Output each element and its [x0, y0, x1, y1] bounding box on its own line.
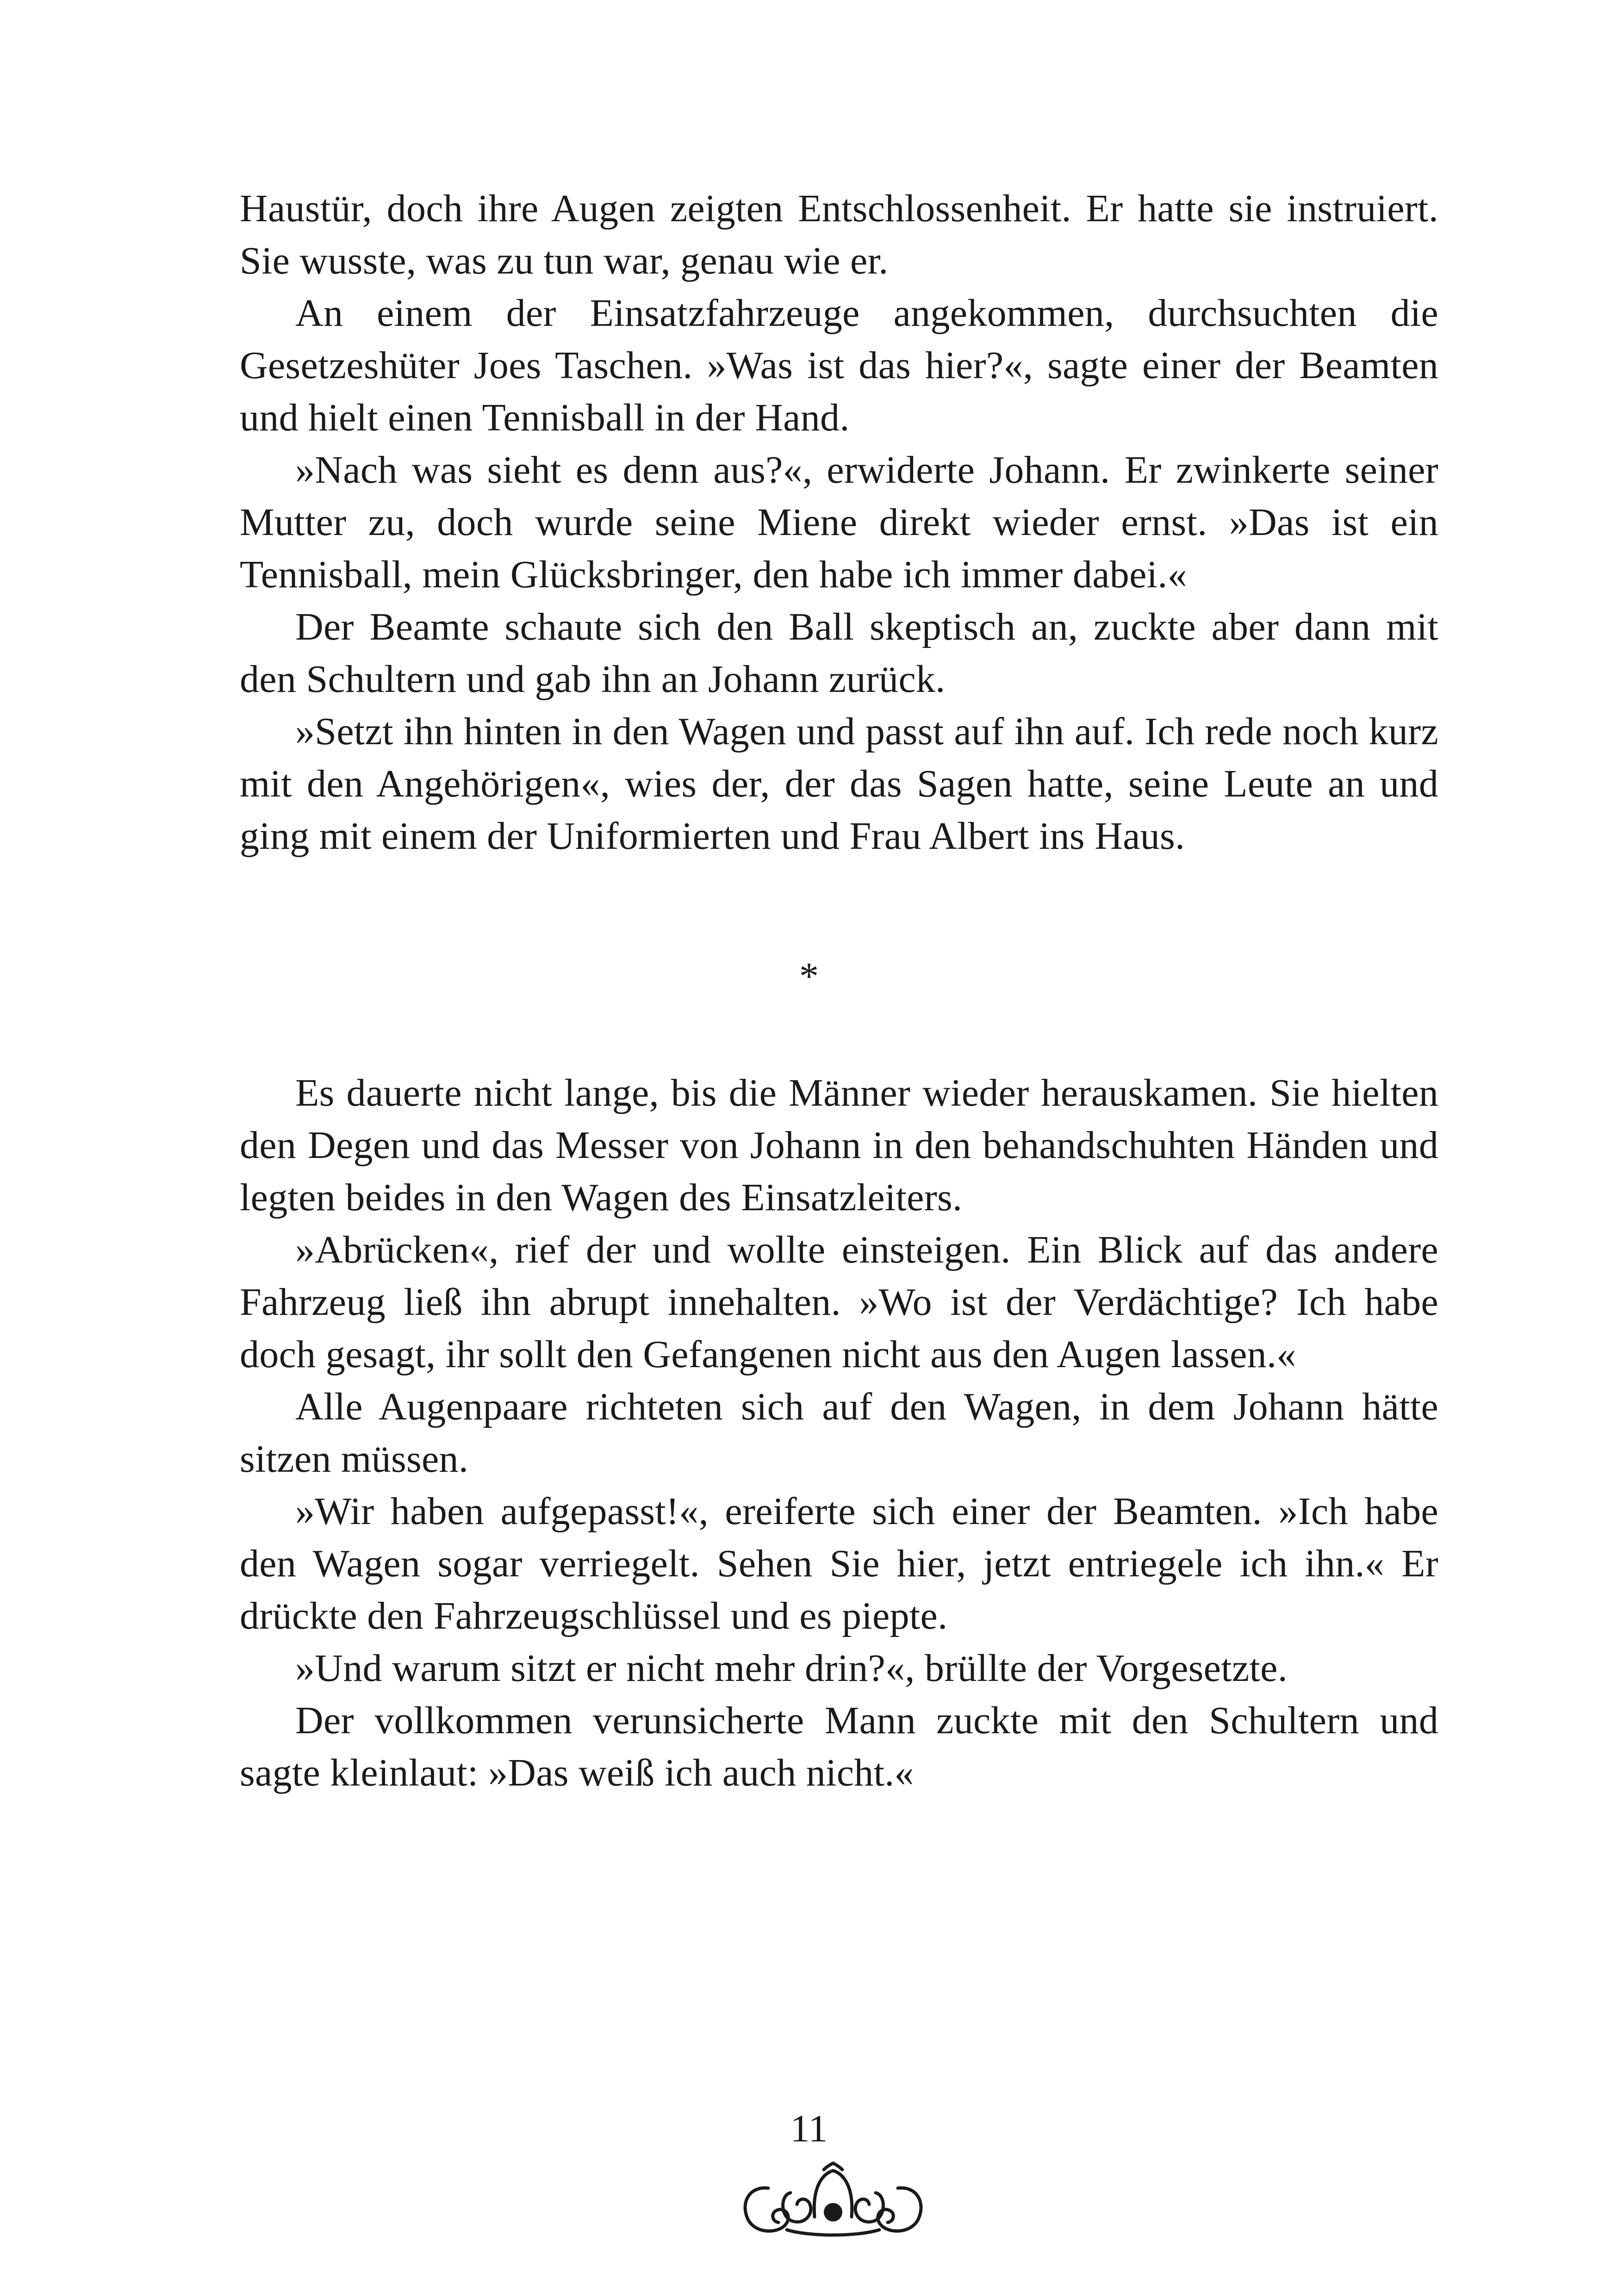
paragraph: Der Beamte schaute sich den Ball skeptisch an, zuckte aber dann mit den Schultern und gab ihn an Johann zurück. [240, 605, 1438, 701]
calligraphic-ornament-icon [736, 2160, 930, 2239]
paragraph: Alle Augenpaare richteten sich auf den Wagen, in dem Johann hätte sitzen müssen. [240, 1385, 1438, 1481]
section-separator: * [799, 955, 819, 998]
paragraph: An einem der Einsatzfahrzeuge angekommen, durchsuchten die Gesetzeshüter Joes Taschen. »Was ist das hier?«, sagte einer der Beamten und hielt einen Tennisball in der Hand. [240, 292, 1438, 439]
text-block-bottom [240, 1067, 1438, 1799]
text-block-top [240, 182, 1438, 862]
paragraph: »Setzt ihn hinten in den Wagen und passt auf ihn auf. Ich rede noch kurz mit den Angehörigen«, wies der, der das Sagen hatte, seine Leute an und ging mit einem der Uniformierten und Frau Albert ins Haus. [240, 710, 1438, 858]
paragraph: »Abrücken«, rief der und wollte einsteigen. Ein Blick auf das andere Fahrzeug ließ ihn abrupt innehalten. »Wo ist der Verdächtige? Ich habe doch gesagt, ihr sollt den Gefangenen nicht aus den Augen lassen.« [240, 1228, 1438, 1376]
paragraph: »Nach was sieht es denn aus?«, erwiderte Johann. Er zwinkerte seiner Mutter zu, doch wurde seine Miene direkt wieder ernst. »Das ist ein Tennisball, mein Glücksbringer, den habe ich immer dabei.« [240, 448, 1438, 596]
paragraph: »Wir haben aufgepasst!«, ereiferte sich einer der Beamten. »Ich habe den Wagen sogar verriegelt. Sehen Sie hier, jetzt entriegele ich ihn.« Er drückte den Fahrzeugschlüssel und es piepte. [240, 1490, 1438, 1637]
paragraph: Haustür, doch ihre Augen zeigten Entschlossenheit. Er hatte sie instruiert. Sie wusste, was zu tun war, genau wie er. [240, 187, 1438, 282]
page-number: 11 [790, 2107, 828, 2150]
paragraph: Es dauerte nicht lange, bis die Männer wieder herauskamen. Sie hielten den Degen und das Messer von Johann in den behandschuhten Händen und legten beides in den Wagen des Einsatzleiters. [240, 1071, 1438, 1219]
paragraph: Der vollkommen verunsicherte Mann zuckte mit den Schultern und sagte kleinlaut: »Das weiß ich auch nicht.« [240, 1699, 1438, 1794]
paragraph: »Und warum sitzt er nicht mehr drin?«, brüllte der Vorgesetzte. [295, 1647, 1288, 1690]
